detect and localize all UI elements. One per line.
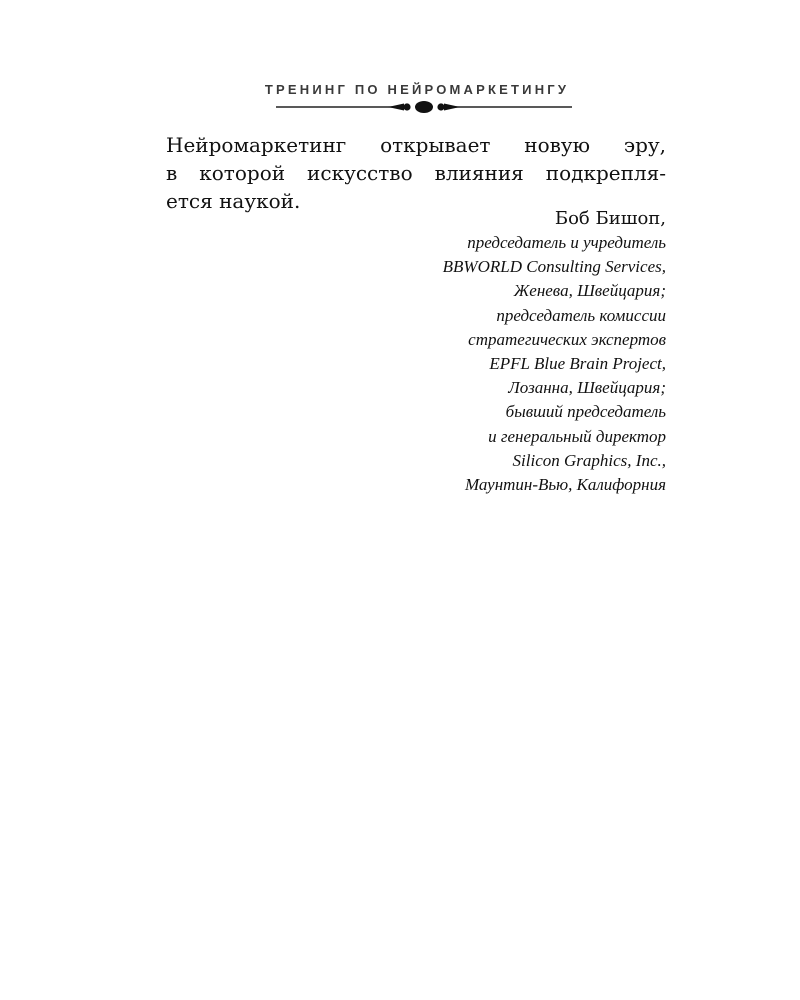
credential-line: председатель и учредитель bbox=[467, 233, 666, 252]
credential-line: EPFL Blue Brain Project, bbox=[489, 354, 666, 374]
running-head: ТРЕНИНГ ПО НЕЙРОМАРКЕТИНГУ bbox=[264, 82, 570, 97]
credential-line: бывший председатель bbox=[505, 402, 666, 422]
credential-line: Женева, Швейцария; bbox=[513, 281, 666, 301]
epigraph-quote bbox=[166, 131, 666, 215]
credential-line: Маунтин-Вью, Калифорния bbox=[464, 475, 666, 495]
quote-author: Боб Бишоп, bbox=[554, 208, 666, 229]
credential-line: стратегических экспертов bbox=[468, 329, 666, 349]
epigraph-line: Нейромаркетинг открывает новую эру, bbox=[166, 133, 666, 157]
epigraph-line: в которой искусство влияния подкрепля- bbox=[166, 161, 666, 185]
credential-line: BBWORLD Consulting Services, bbox=[442, 257, 666, 277]
credential-line: Silicon Graphics, Inc., bbox=[512, 450, 666, 470]
epigraph-line: ется наукой. bbox=[166, 189, 301, 213]
credential-line: Лозанна, Швейцария; bbox=[508, 378, 666, 398]
author-credentials bbox=[166, 231, 666, 497]
ornament-divider-icon bbox=[276, 100, 572, 114]
credential-line: и генеральный директор bbox=[488, 426, 666, 446]
credential-line: председатель комиссии bbox=[496, 305, 666, 325]
